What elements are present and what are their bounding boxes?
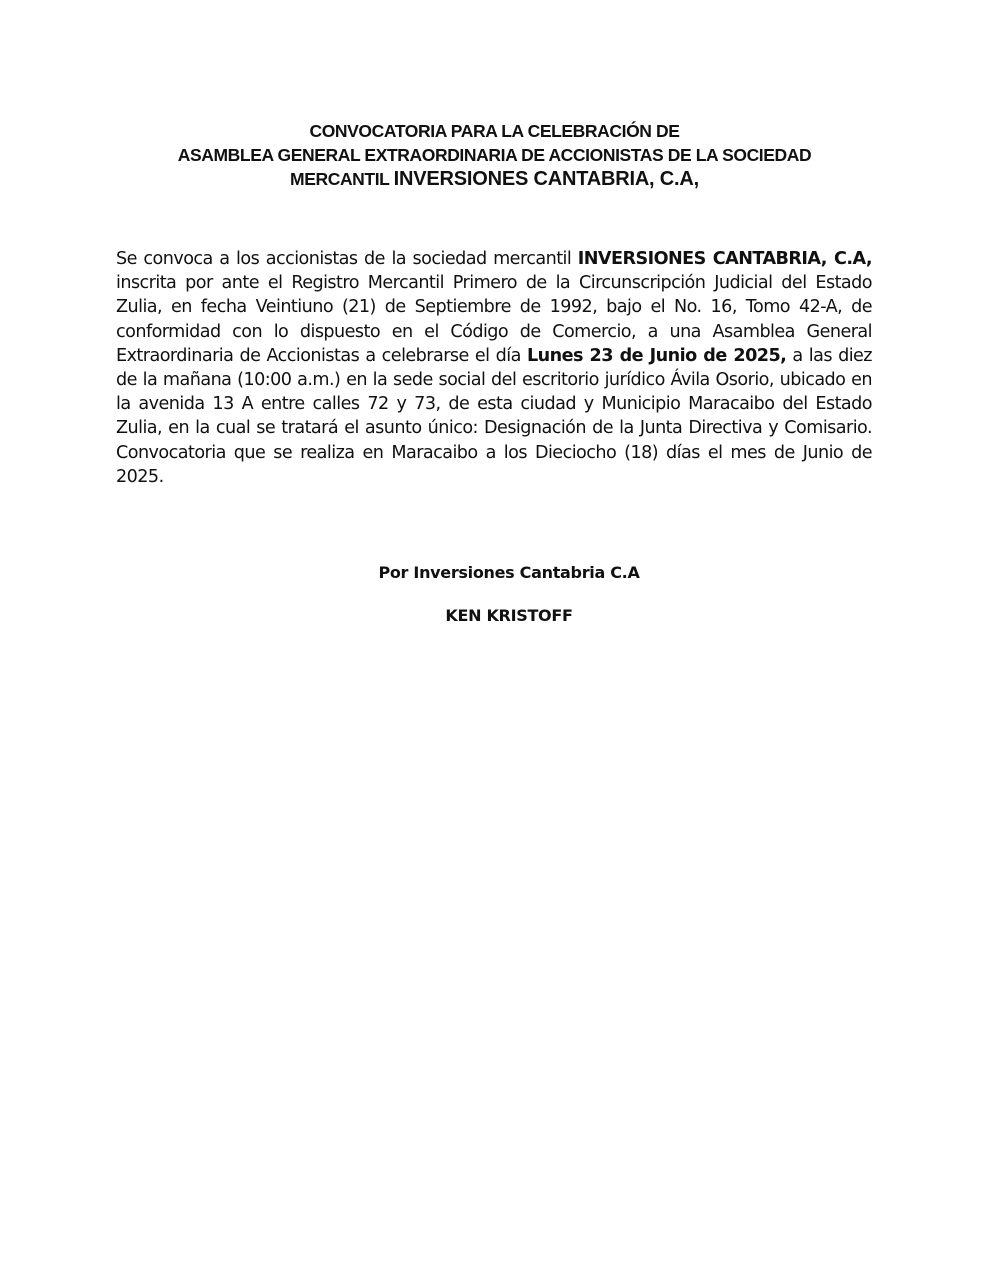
paragraph-intro: Se convoca a los accionistas de la sociedad mercantil <box>116 249 578 269</box>
convocation-paragraph <box>116 247 872 489</box>
title-line-3 <box>100 167 889 191</box>
paragraph-end: a las diez de la mañana (10:00 a.m.) en la sede social del escritorio jurídico Ávila Osorio, ubicado en la avenida 13 A entre calles 72 y 73, de esta ciudad y Municipio Maracaibo del Estado Zulia, en la cual se tratará el asunto único: Designación de la Junta Directiva y Comisario. Convocatoria que se realiza en Maracaibo a los Dieciocho (18) días el mes de Junio de 2025. <box>116 345 872 487</box>
title-line-1: CONVOCATORIA PARA LA CELEBRACIÓN DE <box>309 121 680 141</box>
title-line-3-prefix: MERCANTIL <box>290 169 394 189</box>
signature-company: Por Inversiones Cantabria C.A <box>378 563 640 582</box>
company-name-bold: INVERSIONES CANTABRIA, C.A, <box>577 249 872 269</box>
paragraph-middle: inscrita por ante el Registro Mercantil Primero de la Circunscripción Judicial del Estado Zulia, en fecha Veintiuno (21) de Septiembre de 1992, bajo el No. 16, Tomo 42-A, de conformidad con lo dispuesto en el Código de Comercio, a una Asamblea General Extraordinaria de Accionistas a celebrarse el día <box>116 273 872 366</box>
document-title <box>100 119 889 191</box>
title-company-name: INVERSIONES CANTABRIA, C.A, <box>393 168 699 190</box>
signature-name: KEN KRISTOFF <box>445 606 573 625</box>
meeting-date-bold: Lunes 23 de Junio de 2025, <box>526 345 787 366</box>
title-line-2: ASAMBLEA GENERAL EXTRAORDINARIA DE ACCIONISTAS DE LA SOCIEDAD <box>177 145 812 165</box>
